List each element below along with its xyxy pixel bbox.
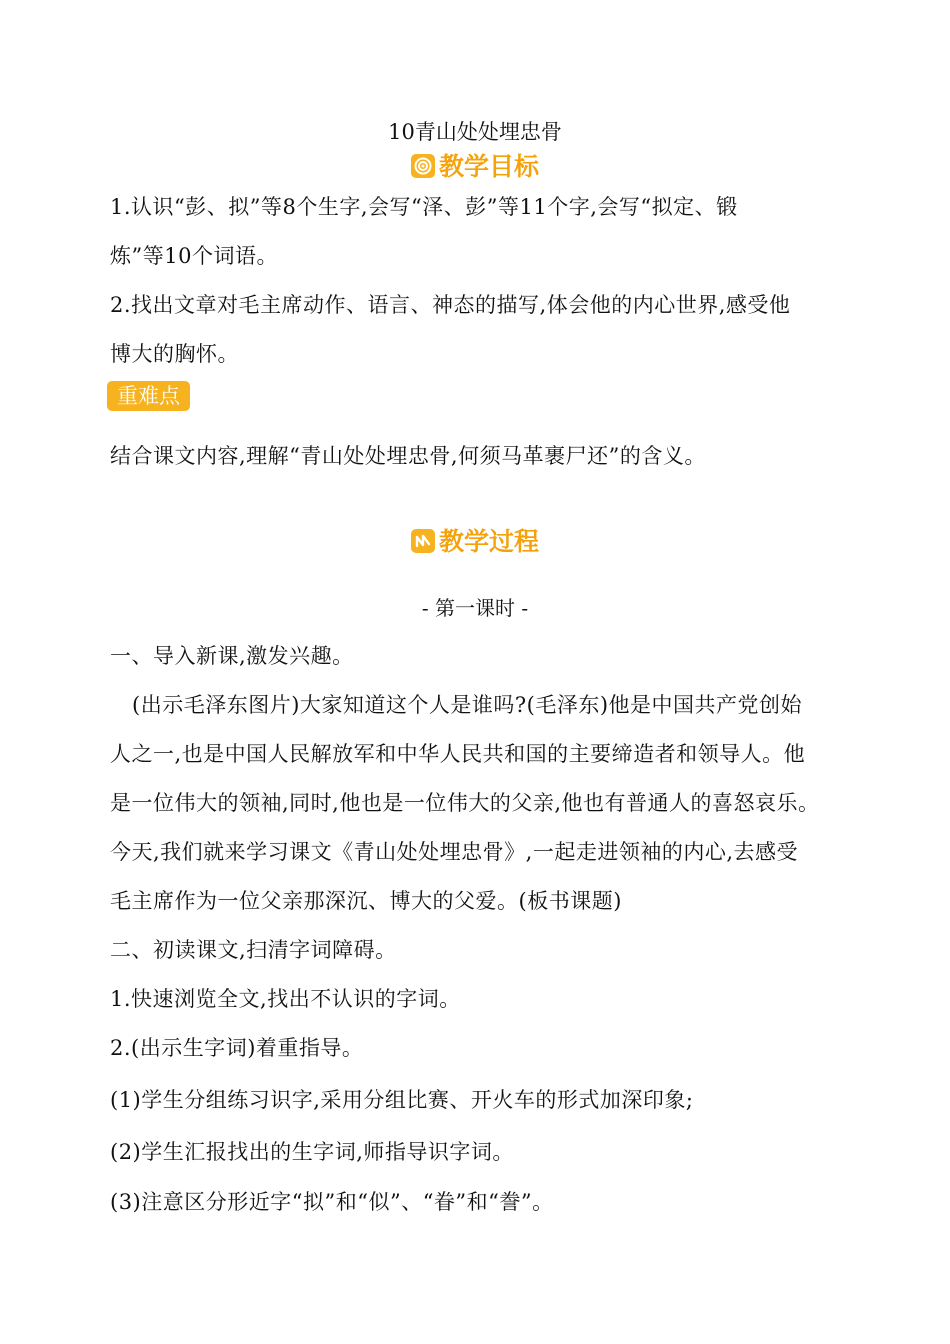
process-line-7: 二、初读课文,扫清字词障碍。 bbox=[110, 938, 397, 962]
objectives-line-3: 2.找出文章对毛主席动作、语言、神态的描写,体会他的内心世界,感受他 bbox=[110, 293, 791, 317]
process-line-11: (2)学生汇报找出的生字词,师指导识字词。 bbox=[110, 1140, 514, 1164]
process-line-6: 毛主席作为一位父亲那深沉、博大的父爱。(板书课题) bbox=[110, 889, 622, 913]
wave-icon bbox=[411, 529, 435, 553]
key-points-text: 结合课文内容,理解“青山处处埋忠骨,何须马革裹尸还”的含义。 bbox=[110, 444, 706, 468]
key-points-badge: 重难点 bbox=[107, 381, 190, 411]
process-line-2: (出示毛泽东图片)大家知道这个人是谁吗?(毛泽东)他是中国共产党创始 bbox=[132, 693, 803, 717]
lesson-title: 10青山处处埋忠骨 bbox=[388, 120, 562, 144]
process-line-9: 2.(出示生字词)着重指导。 bbox=[110, 1036, 364, 1060]
session-label: - 第一课时 - bbox=[421, 596, 529, 620]
process-heading bbox=[0, 525, 950, 559]
process-line-1: 一、导入新课,激发兴趣。 bbox=[110, 644, 354, 668]
process-heading-text: 教学过程 bbox=[438, 527, 539, 556]
process-line-8: 1.快速浏览全文,找出不认识的字词。 bbox=[110, 987, 461, 1011]
process-line-12: (3)注意区分形近字“拟”和“似”、“眷”和“誊”。 bbox=[110, 1190, 554, 1214]
target-icon bbox=[411, 154, 435, 178]
objectives-heading-text: 教学目标 bbox=[438, 152, 539, 181]
process-line-5: 今天,我们就来学习课文《青山处处埋忠骨》,一起走进领袖的内心,去感受 bbox=[110, 840, 799, 864]
process-line-10: (1)学生分组练习识字,采用分组比赛、开火车的形式加深印象; bbox=[110, 1088, 694, 1112]
process-line-3: 人之一,也是中国人民解放军和中华人民共和国的主要缔造者和领导人。他 bbox=[110, 742, 806, 766]
objectives-line-1: 1.认识“彭、拟”等8个生字,会写“泽、彭”等11个字,会写“拟定、锻 bbox=[110, 195, 738, 219]
objectives-heading bbox=[0, 150, 950, 184]
process-line-4: 是一位伟大的领袖,同时,他也是一位伟大的父亲,他也有普通人的喜怒哀乐。 bbox=[110, 791, 820, 815]
objectives-line-2: 炼”等10个词语。 bbox=[110, 244, 278, 268]
objectives-line-4: 博大的胸怀。 bbox=[110, 342, 239, 366]
